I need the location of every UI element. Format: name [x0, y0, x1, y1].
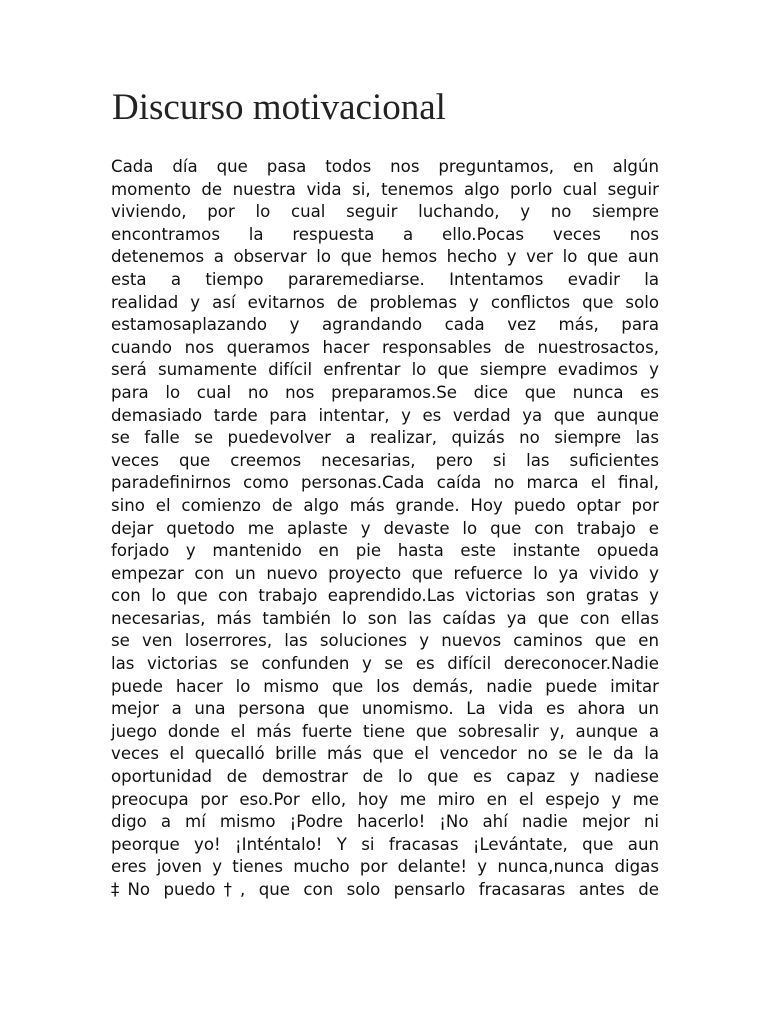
body-line: cuando nos queramos hacer responsables de nuestrosactos, [111, 337, 659, 357]
body-line: eres joven y tienes mucho por delante! y nunca,nunca digas [111, 857, 659, 877]
body-line: paradefinirnos como personas.Cada caída no marca el final, [111, 473, 659, 493]
body-line: esta a tiempo pararemediarse. Intentamos evadir la [111, 269, 659, 289]
body-line: detenemos a observar lo que hemos hecho y ver lo que aun [111, 247, 659, 267]
body-line: será sumamente difícil enfrentar lo que siempre evadimos y [111, 360, 659, 380]
body-line: momento de nuestra vida si, tenemos algo porlo cual seguir [111, 179, 659, 199]
body-line: juego donde el más fuerte tiene que sobresalir y, aunque a [111, 721, 659, 741]
body-line: demasiado tarde para intentar, y es verdad ya que aunque [111, 405, 659, 425]
body-line: las victorias se confunden y se es difícil dereconocer.Nadie [111, 654, 659, 674]
body-line: dejar quetodo me aplaste y devaste lo que con trabajo e [111, 518, 659, 538]
document-title: Discurso motivacional [112, 87, 446, 128]
body-line: estamosaplazando y agrandando cada vez más, para [111, 315, 659, 335]
body-line: oportunidad de demostrar de lo que es capaz y nadiese [111, 767, 659, 787]
document-body [111, 156, 659, 902]
body-line: preocupa por eso.Por ello, hoy me miro en el espejo y me [111, 789, 659, 809]
body-line: empezar con un nuevo proyecto que refuerce lo ya vivido y [111, 563, 659, 583]
body-line: con lo que con trabajo eaprendido.Las victorias son gratas y [111, 586, 659, 606]
body-line: para lo cual no nos preparamos.Se dice que nunca es [111, 382, 659, 402]
body-line: encontramos la respuesta a ello.Pocas veces nos [111, 224, 659, 244]
body-line: se ven loserrores, las soluciones y nuevos caminos que en [111, 631, 659, 651]
body-line: peorque yo! ¡Inténtalo! Y si fracasas ¡Levántate, que aun [111, 834, 659, 854]
body-line: ‡No puedo†, que con solo pensarlo fracasaras antes de [111, 880, 659, 899]
body-line: se falle se puedevolver a realizar, quizás no siempre las [111, 428, 659, 448]
body-line: veces el quecalló brille más que el vencedor no se le da la [111, 744, 659, 764]
body-line: puede hacer lo mismo que los demás, nadie puede imitar [111, 676, 659, 696]
body-line: sino el comienzo de algo más grande. Hoy puedo optar por [111, 495, 659, 515]
body-line: digo a mí mismo ¡Podre hacerlo! ¡No ahí nadie mejor ni [111, 812, 659, 832]
body-line: mejor a una persona que unomismo. La vida es ahora un [111, 699, 659, 719]
body-line: forjado y mantenido en pie hasta este instante opueda [111, 541, 659, 561]
body-line: Cada día que pasa todos nos preguntamos, en algún [111, 157, 659, 176]
body-line: necesarias, más también lo son las caídas ya que con ellas [111, 608, 659, 628]
body-line: viviendo, por lo cual seguir luchando, y no siempre [111, 202, 659, 222]
body-line: realidad y así evitarnos de problemas y conflictos que solo [111, 292, 659, 312]
body-line: veces que creemos necesarias, pero si las suficientes [111, 450, 659, 470]
